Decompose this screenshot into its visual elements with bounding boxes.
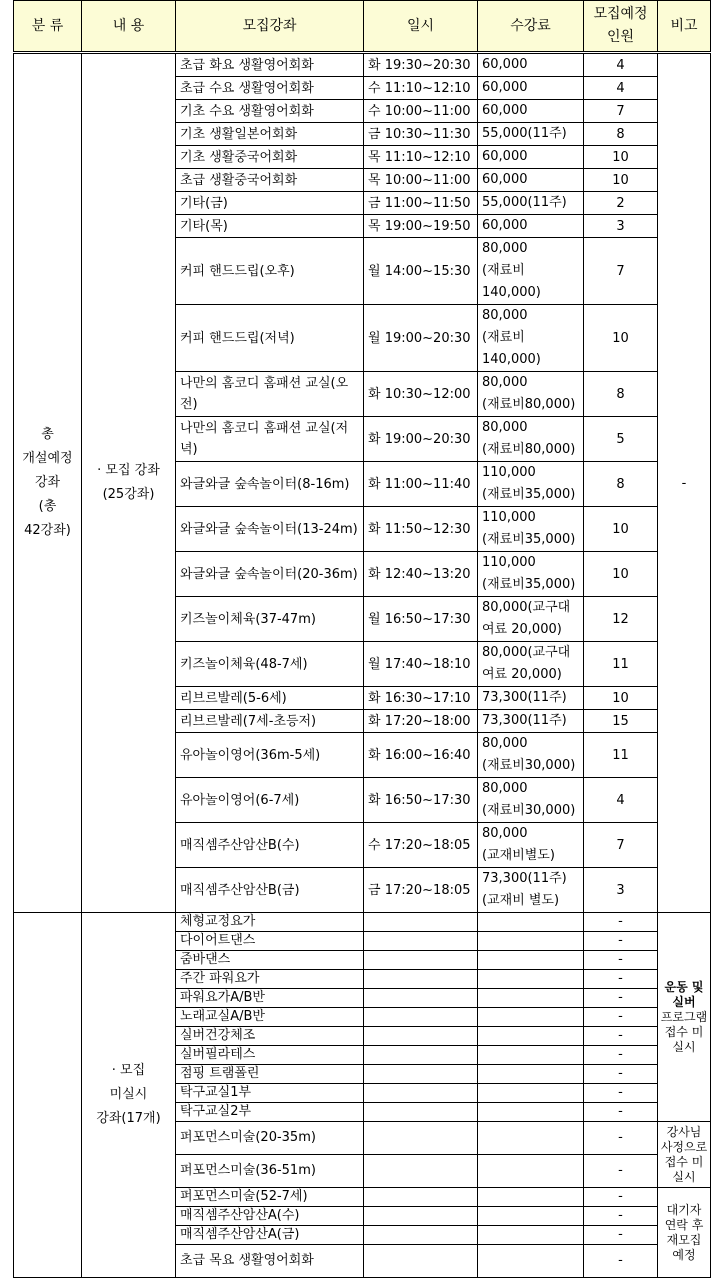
course-capacity: - (584, 1122, 658, 1155)
course-fee-empty (478, 1065, 584, 1084)
course-name: 다이어트댄스 (176, 932, 364, 951)
course-name: 기초 수요 생활영어회화 (176, 100, 364, 123)
course-fee: 60,000 (478, 215, 584, 238)
course-table (13, 0, 711, 1278)
course-time: 수 10:00~11:00 (364, 100, 478, 123)
course-name: 유아놀이영어(36m-5세) (176, 733, 364, 778)
course-name: 초급 화요 생활영어회화 (176, 53, 364, 77)
course-capacity: - (584, 1188, 658, 1207)
course-capacity: 8 (584, 123, 658, 146)
course-time: 월 17:40~18:10 (364, 642, 478, 687)
course-capacity: - (584, 1207, 658, 1226)
course-time: 수 11:10~12:10 (364, 77, 478, 100)
closed-note-1 (658, 913, 711, 1122)
course-fee: 60,000 (478, 100, 584, 123)
course-capacity: - (584, 1103, 658, 1122)
course-name: 유아놀이영어(6-7세) (176, 778, 364, 823)
course-capacity: - (584, 1008, 658, 1027)
course-time: 화 19:00~20:30 (364, 417, 478, 462)
course-capacity: 11 (584, 733, 658, 778)
course-name: 줌바댄스 (176, 951, 364, 970)
course-time-empty (364, 1027, 478, 1046)
course-time: 금 11:00~11:50 (364, 192, 478, 215)
category-cell-empty (14, 913, 82, 1278)
course-capacity: 3 (584, 868, 658, 913)
course-fee-empty (478, 989, 584, 1008)
course-name: 커피 핸드드립(저녁) (176, 305, 364, 372)
course-time: 금 17:20~18:05 (364, 868, 478, 913)
course-capacity: 11 (584, 642, 658, 687)
course-time-empty (364, 1226, 478, 1245)
course-time-empty (364, 1008, 478, 1027)
course-fee: 80,000 (재료비140,000) (478, 238, 584, 305)
course-time-empty (364, 1084, 478, 1103)
course-name: 기타(금) (176, 192, 364, 215)
course-fee-empty (478, 1103, 584, 1122)
course-capacity: 8 (584, 372, 658, 417)
table-row (14, 913, 711, 932)
course-fee-empty (478, 1027, 584, 1046)
closed-note-1-bold: 운동 및 실버 (664, 979, 704, 1009)
course-capacity: 7 (584, 100, 658, 123)
course-name: 퍼포먼스미술(20-35m) (176, 1122, 364, 1155)
course-name: 탁구교실2부 (176, 1103, 364, 1122)
course-time-empty (364, 1245, 478, 1278)
course-name: 체형교정요가 (176, 913, 364, 932)
course-fee: 80,000 (재료비140,000) (478, 305, 584, 372)
course-name: 실버건강체조 (176, 1027, 364, 1046)
course-name: 리브르발레(7세-초등저) (176, 710, 364, 733)
table-row (14, 53, 711, 77)
course-fee-empty (478, 1188, 584, 1207)
course-capacity: 4 (584, 77, 658, 100)
course-fee: 73,300(11주) (교재비 별도) (478, 868, 584, 913)
course-capacity: 10 (584, 146, 658, 169)
header-row (14, 1, 711, 53)
course-capacity: 7 (584, 823, 658, 868)
course-fee: 80,000 (재료비30,000) (478, 778, 584, 823)
course-fee-empty (478, 1155, 584, 1188)
header-fee: 수강료 (478, 1, 584, 53)
course-name: 노래교실A/B반 (176, 1008, 364, 1027)
course-capacity: - (584, 1027, 658, 1046)
course-fee: 73,300(11주) (478, 687, 584, 710)
course-capacity: 10 (584, 687, 658, 710)
course-fee: 60,000 (478, 146, 584, 169)
course-name: 기초 생활일본어회화 (176, 123, 364, 146)
course-name: 매직셈주산암산B(금) (176, 868, 364, 913)
course-name: 주간 파워요가 (176, 970, 364, 989)
course-time: 목 11:10~12:10 (364, 146, 478, 169)
course-capacity: 10 (584, 169, 658, 192)
header-note: 비고 (658, 1, 711, 53)
course-capacity: - (584, 1155, 658, 1188)
course-fee-empty (478, 951, 584, 970)
course-fee: 60,000 (478, 169, 584, 192)
course-time: 화 11:50~12:30 (364, 507, 478, 552)
course-capacity: 10 (584, 552, 658, 597)
course-capacity: 5 (584, 417, 658, 462)
course-name: 매직셈주산암산A(금) (176, 1226, 364, 1245)
course-name: 기타(목) (176, 215, 364, 238)
course-fee: 80,000 (재료비30,000) (478, 733, 584, 778)
category-cell: 총 개설예정 강좌 (총 42강좌) (14, 53, 82, 913)
course-name: 매직셈주산암산A(수) (176, 1207, 364, 1226)
course-fee-empty (478, 970, 584, 989)
course-capacity: 10 (584, 305, 658, 372)
course-capacity: 10 (584, 507, 658, 552)
course-name: 초급 목요 생활영어회화 (176, 1245, 364, 1278)
course-name: 점핑 트램폴린 (176, 1065, 364, 1084)
course-fee: 80,000(교구대 여료 20,000) (478, 597, 584, 642)
course-fee-empty (478, 913, 584, 932)
course-time: 수 17:20~18:05 (364, 823, 478, 868)
course-capacity: - (584, 989, 658, 1008)
course-capacity: 4 (584, 53, 658, 77)
course-fee-empty (478, 1046, 584, 1065)
course-fee-empty (478, 1207, 584, 1226)
course-time-empty (364, 989, 478, 1008)
header-content: 내 용 (82, 1, 176, 53)
course-capacity: - (584, 1084, 658, 1103)
course-time: 화 16:50~17:30 (364, 778, 478, 823)
course-time-empty (364, 1103, 478, 1122)
course-time: 월 14:00~15:30 (364, 238, 478, 305)
course-fee-empty (478, 1008, 584, 1027)
course-capacity: - (584, 932, 658, 951)
course-fee: 80,000 (재료비80,000) (478, 417, 584, 462)
course-capacity: 15 (584, 710, 658, 733)
course-time-empty (364, 932, 478, 951)
course-time-empty (364, 970, 478, 989)
header-category: 분 류 (14, 1, 82, 53)
course-time-empty (364, 1122, 478, 1155)
course-name: 퍼포먼스미술(52-7세) (176, 1188, 364, 1207)
course-name: 탁구교실1부 (176, 1084, 364, 1103)
course-capacity: 8 (584, 462, 658, 507)
header-course: 모집강좌 (176, 1, 364, 53)
course-time-empty (364, 1188, 478, 1207)
course-time: 월 16:50~17:30 (364, 597, 478, 642)
course-name: 와글와글 숲속놀이터(13-24m) (176, 507, 364, 552)
header-schedule: 일시 (364, 1, 478, 53)
course-name: 커피 핸드드립(오후) (176, 238, 364, 305)
course-fee: 110,000 (재료비35,000) (478, 552, 584, 597)
course-fee: 73,300(11주) (478, 710, 584, 733)
course-fee: 80,000 (교재비별도) (478, 823, 584, 868)
course-time: 화 19:30~20:30 (364, 53, 478, 77)
course-fee: 55,000(11주) (478, 123, 584, 146)
course-time: 목 19:00~19:50 (364, 215, 478, 238)
course-name: 와글와글 숲속놀이터(8-16m) (176, 462, 364, 507)
course-time: 목 10:00~11:00 (364, 169, 478, 192)
course-fee-empty (478, 1226, 584, 1245)
course-name: 매직셈주산암산B(수) (176, 823, 364, 868)
course-fee: 110,000 (재료비35,000) (478, 507, 584, 552)
course-time-empty (364, 1065, 478, 1084)
course-fee: 55,000(11주) (478, 192, 584, 215)
course-capacity: - (584, 951, 658, 970)
course-capacity: - (584, 970, 658, 989)
closed-note-3: 대기자 연락 후 재모집 예정 (658, 1188, 711, 1278)
course-name: 파워요가A/B반 (176, 989, 364, 1008)
course-capacity: - (584, 1065, 658, 1084)
course-capacity: - (584, 1226, 658, 1245)
course-capacity: - (584, 913, 658, 932)
course-capacity: 4 (584, 778, 658, 823)
course-time-empty (364, 1207, 478, 1226)
course-capacity: - (584, 1046, 658, 1065)
course-capacity: 2 (584, 192, 658, 215)
course-time: 화 11:00~11:40 (364, 462, 478, 507)
course-time: 화 17:20~18:00 (364, 710, 478, 733)
course-fee-empty (478, 932, 584, 951)
course-name: 나만의 홈코디 홈패션 교실(오전) (176, 372, 364, 417)
header-capacity: 모집예정인원 (584, 1, 658, 53)
course-name: 키즈놀이체육(37-47m) (176, 597, 364, 642)
course-time: 월 19:00~20:30 (364, 305, 478, 372)
course-name: 기초 생활중국어회화 (176, 146, 364, 169)
course-fee: 80,000(교구대 여료 20,000) (478, 642, 584, 687)
course-time-empty (364, 913, 478, 932)
group-closed-label: · 모집 미실시 강좌(17개) (82, 913, 176, 1278)
course-capacity: 3 (584, 215, 658, 238)
course-name: 나만의 홈코디 홈패션 교실(저녁) (176, 417, 364, 462)
course-name: 초급 수요 생활영어회화 (176, 77, 364, 100)
course-time: 금 10:30~11:30 (364, 123, 478, 146)
group-open-note: - (658, 53, 711, 913)
course-fee: 110,000 (재료비35,000) (478, 462, 584, 507)
course-name: 초급 생활중국어회화 (176, 169, 364, 192)
closed-note-1-rest: 프로그램 접수 미실시 (660, 1009, 708, 1054)
course-time: 화 10:30~12:00 (364, 372, 478, 417)
course-name: 리브르발레(5-6세) (176, 687, 364, 710)
course-time-empty (364, 1046, 478, 1065)
group-open-label: · 모집 강좌 (25강좌) (82, 53, 176, 913)
course-time: 화 16:00~16:40 (364, 733, 478, 778)
course-fee-empty (478, 1122, 584, 1155)
course-name: 와글와글 숲속놀이터(20-36m) (176, 552, 364, 597)
course-fee-empty (478, 1245, 584, 1278)
course-name: 퍼포먼스미술(36-51m) (176, 1155, 364, 1188)
course-name: 실버필라테스 (176, 1046, 364, 1065)
course-time: 화 12:40~13:20 (364, 552, 478, 597)
course-time: 화 16:30~17:10 (364, 687, 478, 710)
course-fee: 80,000 (재료비80,000) (478, 372, 584, 417)
course-capacity: 7 (584, 238, 658, 305)
course-time-empty (364, 1155, 478, 1188)
course-fee-empty (478, 1084, 584, 1103)
closed-note-2: 강사님 사정으로 접수 미실시 (658, 1122, 711, 1188)
course-capacity: - (584, 1245, 658, 1278)
course-time-empty (364, 951, 478, 970)
course-fee: 60,000 (478, 53, 584, 77)
course-capacity: 12 (584, 597, 658, 642)
course-fee: 60,000 (478, 77, 584, 100)
course-name: 키즈놀이체육(48-7세) (176, 642, 364, 687)
